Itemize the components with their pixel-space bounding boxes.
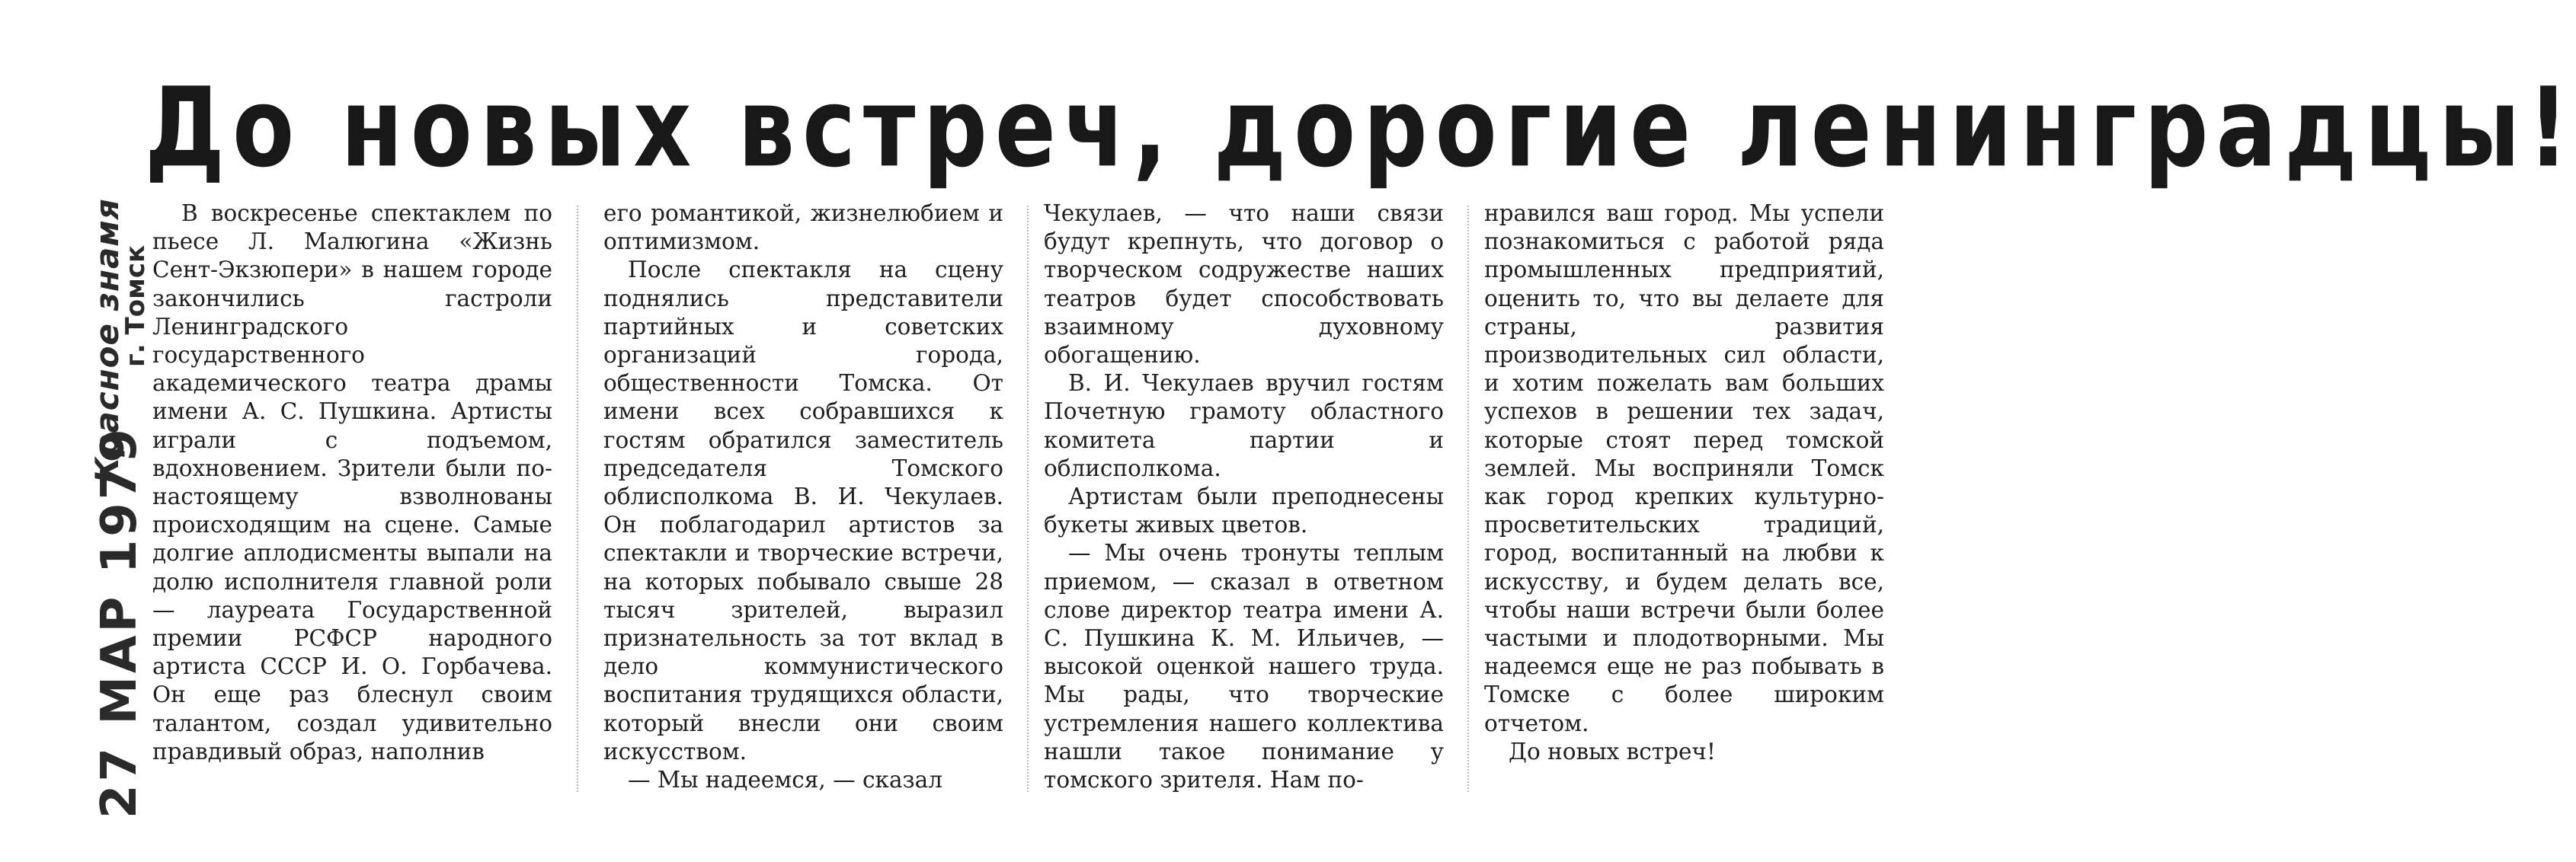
archive-stamp bbox=[78, 190, 151, 819]
column-divider bbox=[577, 206, 578, 792]
paragraph: В. И. Чекулаев вручил гостям Почетную грамоту областного комитета партии и облисполкома. bbox=[1044, 370, 1444, 481]
article-column-3 bbox=[1044, 200, 1444, 794]
stamp-date: 27 МАР 1979 bbox=[91, 426, 148, 819]
paragraph: Чекулаев, — что наши связи будут крепнуть, что договор о творческом содружестве наших театров будет способствовать взаимному духовному обогащению. bbox=[1044, 200, 1444, 369]
paragraph: — Мы надеемся, — сказал bbox=[628, 767, 942, 793]
paragraph: До новых встреч! bbox=[1509, 738, 1716, 765]
paragraph: В воскресенье спектаклем по пьесе Л. Малюгина «Жизнь Сент-Экзюпери» в нашем городе закончились гастроли Ленинградского государственного академического театра драмы имени А. С. Пушкина. Артисты играли с подъемом, вдохновением. Зрители были по-настоящему взволнованы происходящим на сцене. Самые долгие аплодисменты выпали на долю исполнителя главной роли — лауреата Государственной премии РСФСР народного артиста СССР И. О. Горбачева. Он еще раз блеснул своим талантом, создал удивительно правдивый образ, наполнив bbox=[152, 200, 552, 765]
paragraph: его романтикой, жизнелюбием и оптимизмом. bbox=[603, 200, 1003, 255]
paragraph: — Мы очень тронуты теплым приемом, — сказал в ответном слове директор театра имени А. С. Пушкина К. М. Ильичев, — высокой оценкой нашего труда. Мы рады, что творческие устремления нашего коллектива нашли такое понимание у томского зрителя. Нам по- bbox=[1044, 540, 1444, 793]
article-column-2 bbox=[603, 200, 1003, 794]
article-column-1 bbox=[152, 200, 552, 766]
column-divider bbox=[1467, 206, 1469, 792]
paragraph: нравился ваш город. Мы успели познакомиться с работой ряда промышленных предприятий, оценить то, что вы делаете для страны, развития производительных сил области, и хотим пожелать вам больших успехов в решении тех задач, которые стоят перед томской землей. Мы восприняли Томск как город крепких культурно-просветительских традиций, город, воспитанный на любви к искусству, и будем делать все, чтобы наши встречи были более частыми и плодотворными. Мы надеемся еще не раз побывать в Томске с более широким отчетом. bbox=[1484, 200, 1884, 736]
column-divider bbox=[1027, 206, 1029, 792]
stamp-city: г. Томск bbox=[120, 244, 151, 367]
stamp-newspaper-name: Красное знамя bbox=[88, 198, 126, 484]
paragraph: Артистам были преподнесены букеты живых цветов. bbox=[1044, 484, 1444, 538]
article-column-4 bbox=[1484, 200, 1884, 766]
paragraph: После спектакля на сцену поднялись представители партийных и советских организаций города, общественности Томска. От имени всех собравшихся к гостям обратился заместитель председателя Томского облисполкома В. И. Чекулаев. Он поблагодарил артистов за спектакли и творческие встречи, на которых побывало свыше 28 тысяч зрителей, выразил признательность за тот вклад в дело коммунистического воспитания трудящихся области, который внесли они своим искусством. bbox=[603, 257, 1003, 765]
article-headline: До новых встреч, дорогие ленинградцы! bbox=[145, 63, 2576, 192]
